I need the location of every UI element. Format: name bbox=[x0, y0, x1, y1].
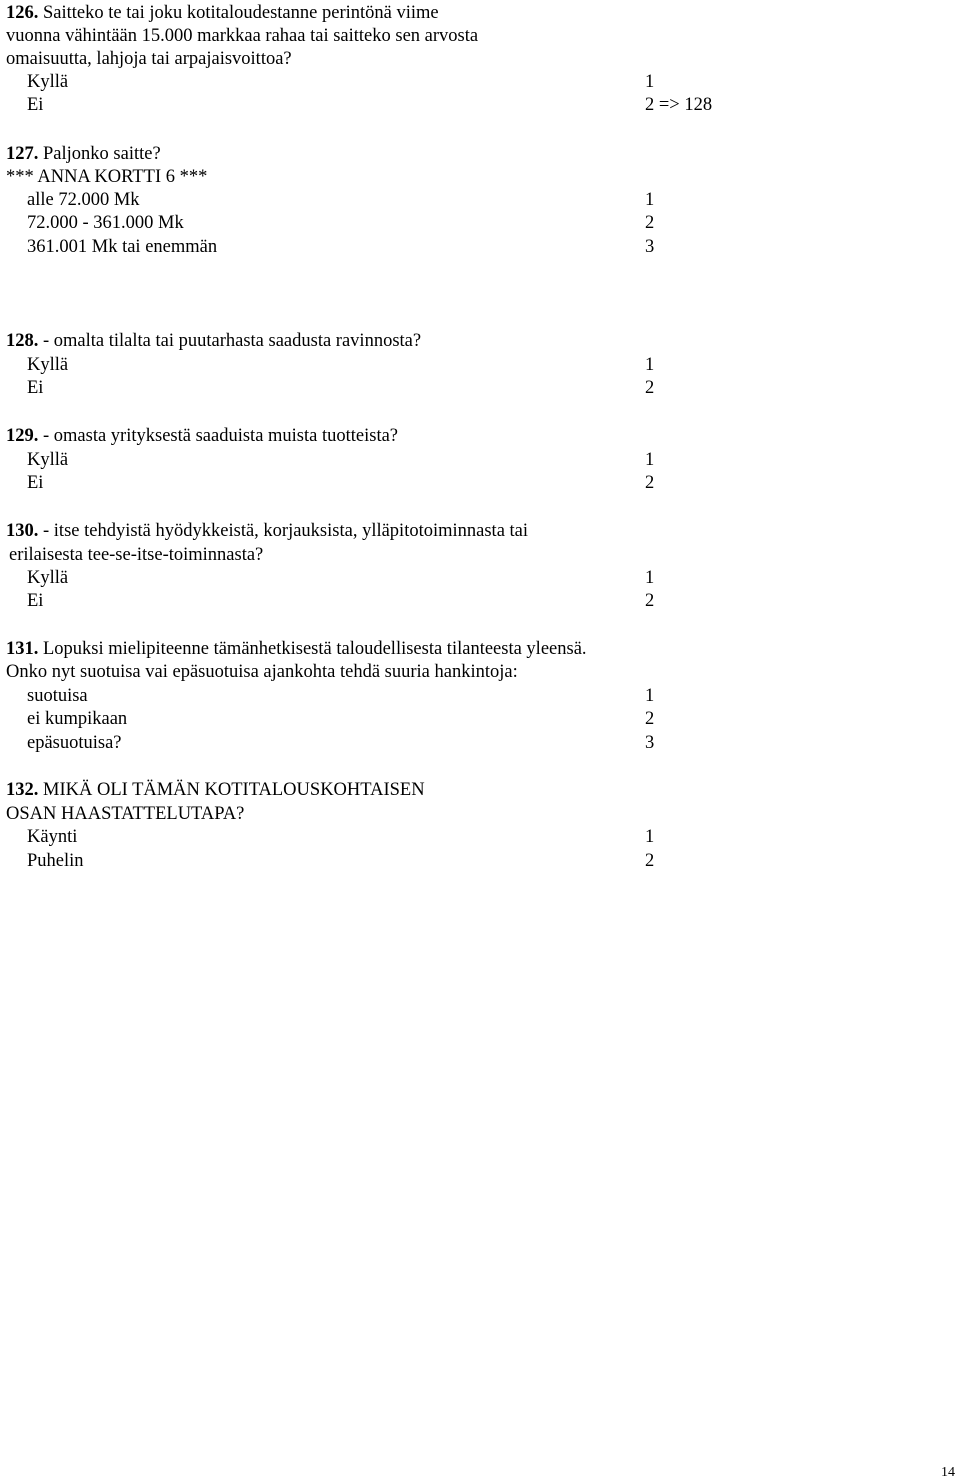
q126-text: Saitteko te tai joku kotitaloudestanne perintönä viime bbox=[43, 3, 439, 23]
q128-option-code: 1 bbox=[645, 355, 655, 375]
q127-option-label: alle 72.000 Mk bbox=[27, 190, 140, 210]
q126-option-label: Ei bbox=[27, 95, 44, 115]
q128-line1: 128. - omalta tilalta tai puutarhasta saadusta ravinnosta? bbox=[6, 331, 422, 351]
q126-line3: omaisuutta, lahjoja tai arpajaisvoittoa? bbox=[6, 49, 292, 69]
q128-option-label: Ei bbox=[27, 378, 44, 398]
q127-number: 127 bbox=[6, 144, 34, 164]
q129-option-label: Kyllä bbox=[27, 450, 69, 470]
q127-option-label: 361.001 Mk tai enemmän bbox=[27, 237, 218, 257]
q131-option-label: suotuisa bbox=[27, 686, 88, 706]
q132-line2: OSAN HAASTATTELUTAPA? bbox=[6, 804, 245, 824]
q130-option-label: Kyllä bbox=[27, 568, 69, 588]
q131-number: 131 bbox=[6, 639, 34, 659]
q132-option-code: 1 bbox=[645, 827, 655, 847]
q126-option-label: Kyllä bbox=[27, 72, 69, 92]
q127-line1: 127. Paljonko saitte? bbox=[6, 144, 161, 164]
q127-text: Paljonko saitte? bbox=[43, 144, 161, 164]
q130-option-code: 2 bbox=[645, 591, 655, 611]
q128-option-code: 2 bbox=[645, 378, 655, 398]
q129-option-code: 2 bbox=[645, 473, 655, 493]
q131-option-code: 1 bbox=[645, 686, 655, 706]
q130-number: 130 bbox=[6, 521, 34, 541]
q127-option-code: 1 bbox=[645, 190, 655, 210]
q132-option-label: Käynti bbox=[27, 827, 78, 847]
q126-number: 126 bbox=[6, 3, 34, 23]
q129-option-label: Ei bbox=[27, 473, 44, 493]
q132-number: 132 bbox=[6, 780, 34, 800]
q132-option-label: Puhelin bbox=[27, 851, 84, 871]
q131-option-label: ei kumpikaan bbox=[27, 709, 128, 729]
q127-instruction: *** ANNA KORTTI 6 *** bbox=[6, 167, 208, 187]
q128-option-label: Kyllä bbox=[27, 355, 69, 375]
q126-option-code: 1 bbox=[645, 72, 655, 92]
q128-text: - omalta tilalta tai puutarhasta saadusta ravinnosta? bbox=[43, 331, 422, 351]
q131-option-code: 2 bbox=[645, 709, 655, 729]
q131-text: Lopuksi mielipiteenne tämänhetkisestä taloudellisesta tilanteesta yleensä. bbox=[43, 639, 587, 659]
q127-option-label: 72.000 - 361.000 Mk bbox=[27, 213, 184, 233]
q127-option-code: 3 bbox=[645, 237, 655, 257]
q128-number: 128 bbox=[6, 331, 34, 351]
q127-option-code: 2 bbox=[645, 213, 655, 233]
q130-line1: 130. - itse tehdyistä hyödykkeistä, korjauksista, ylläpitotoiminnasta tai bbox=[6, 521, 529, 541]
page-number: 14 bbox=[941, 1465, 955, 1480]
q132-text: MIKÄ OLI TÄMÄN KOTITALOUSKOHTAISEN bbox=[43, 780, 425, 800]
q131-option-code: 3 bbox=[645, 733, 655, 753]
q126-line2: vuonna vähintään 15.000 markkaa rahaa tai saitteko sen arvosta bbox=[6, 26, 479, 46]
q126-option-code: 2 => 128 bbox=[645, 95, 713, 115]
q131-line2: Onko nyt suotuisa vai epäsuotuisa ajankohta tehdä suuria hankintoja: bbox=[6, 662, 518, 682]
q132-option-code: 2 bbox=[645, 851, 655, 871]
q129-text: - omasta yrityksestä saaduista muista tuotteista? bbox=[43, 426, 399, 446]
q126-line1: 126. Saitteko te tai joku kotitaloudestanne perintönä viime bbox=[6, 3, 439, 23]
q130-text: - itse tehdyistä hyödykkeistä, korjauksista, ylläpitotoiminnasta tai bbox=[43, 521, 529, 541]
q129-number: 129 bbox=[6, 426, 34, 446]
q129-line1: 129. - omasta yrityksestä saaduista muista tuotteista? bbox=[6, 426, 399, 446]
q130-line2: erilaisesta tee-se-itse-toiminnasta? bbox=[9, 545, 264, 565]
q130-option-code: 1 bbox=[645, 568, 655, 588]
q130-option-label: Ei bbox=[27, 591, 44, 611]
q131-line1: 131. Lopuksi mielipiteenne tämänhetkisestä taloudellisesta tilanteesta yleensä. bbox=[6, 639, 587, 659]
q132-line1: 132. MIKÄ OLI TÄMÄN KOTITALOUSKOHTAISEN bbox=[6, 780, 425, 800]
q131-option-label: epäsuotuisa? bbox=[27, 733, 122, 753]
q129-option-code: 1 bbox=[645, 450, 655, 470]
